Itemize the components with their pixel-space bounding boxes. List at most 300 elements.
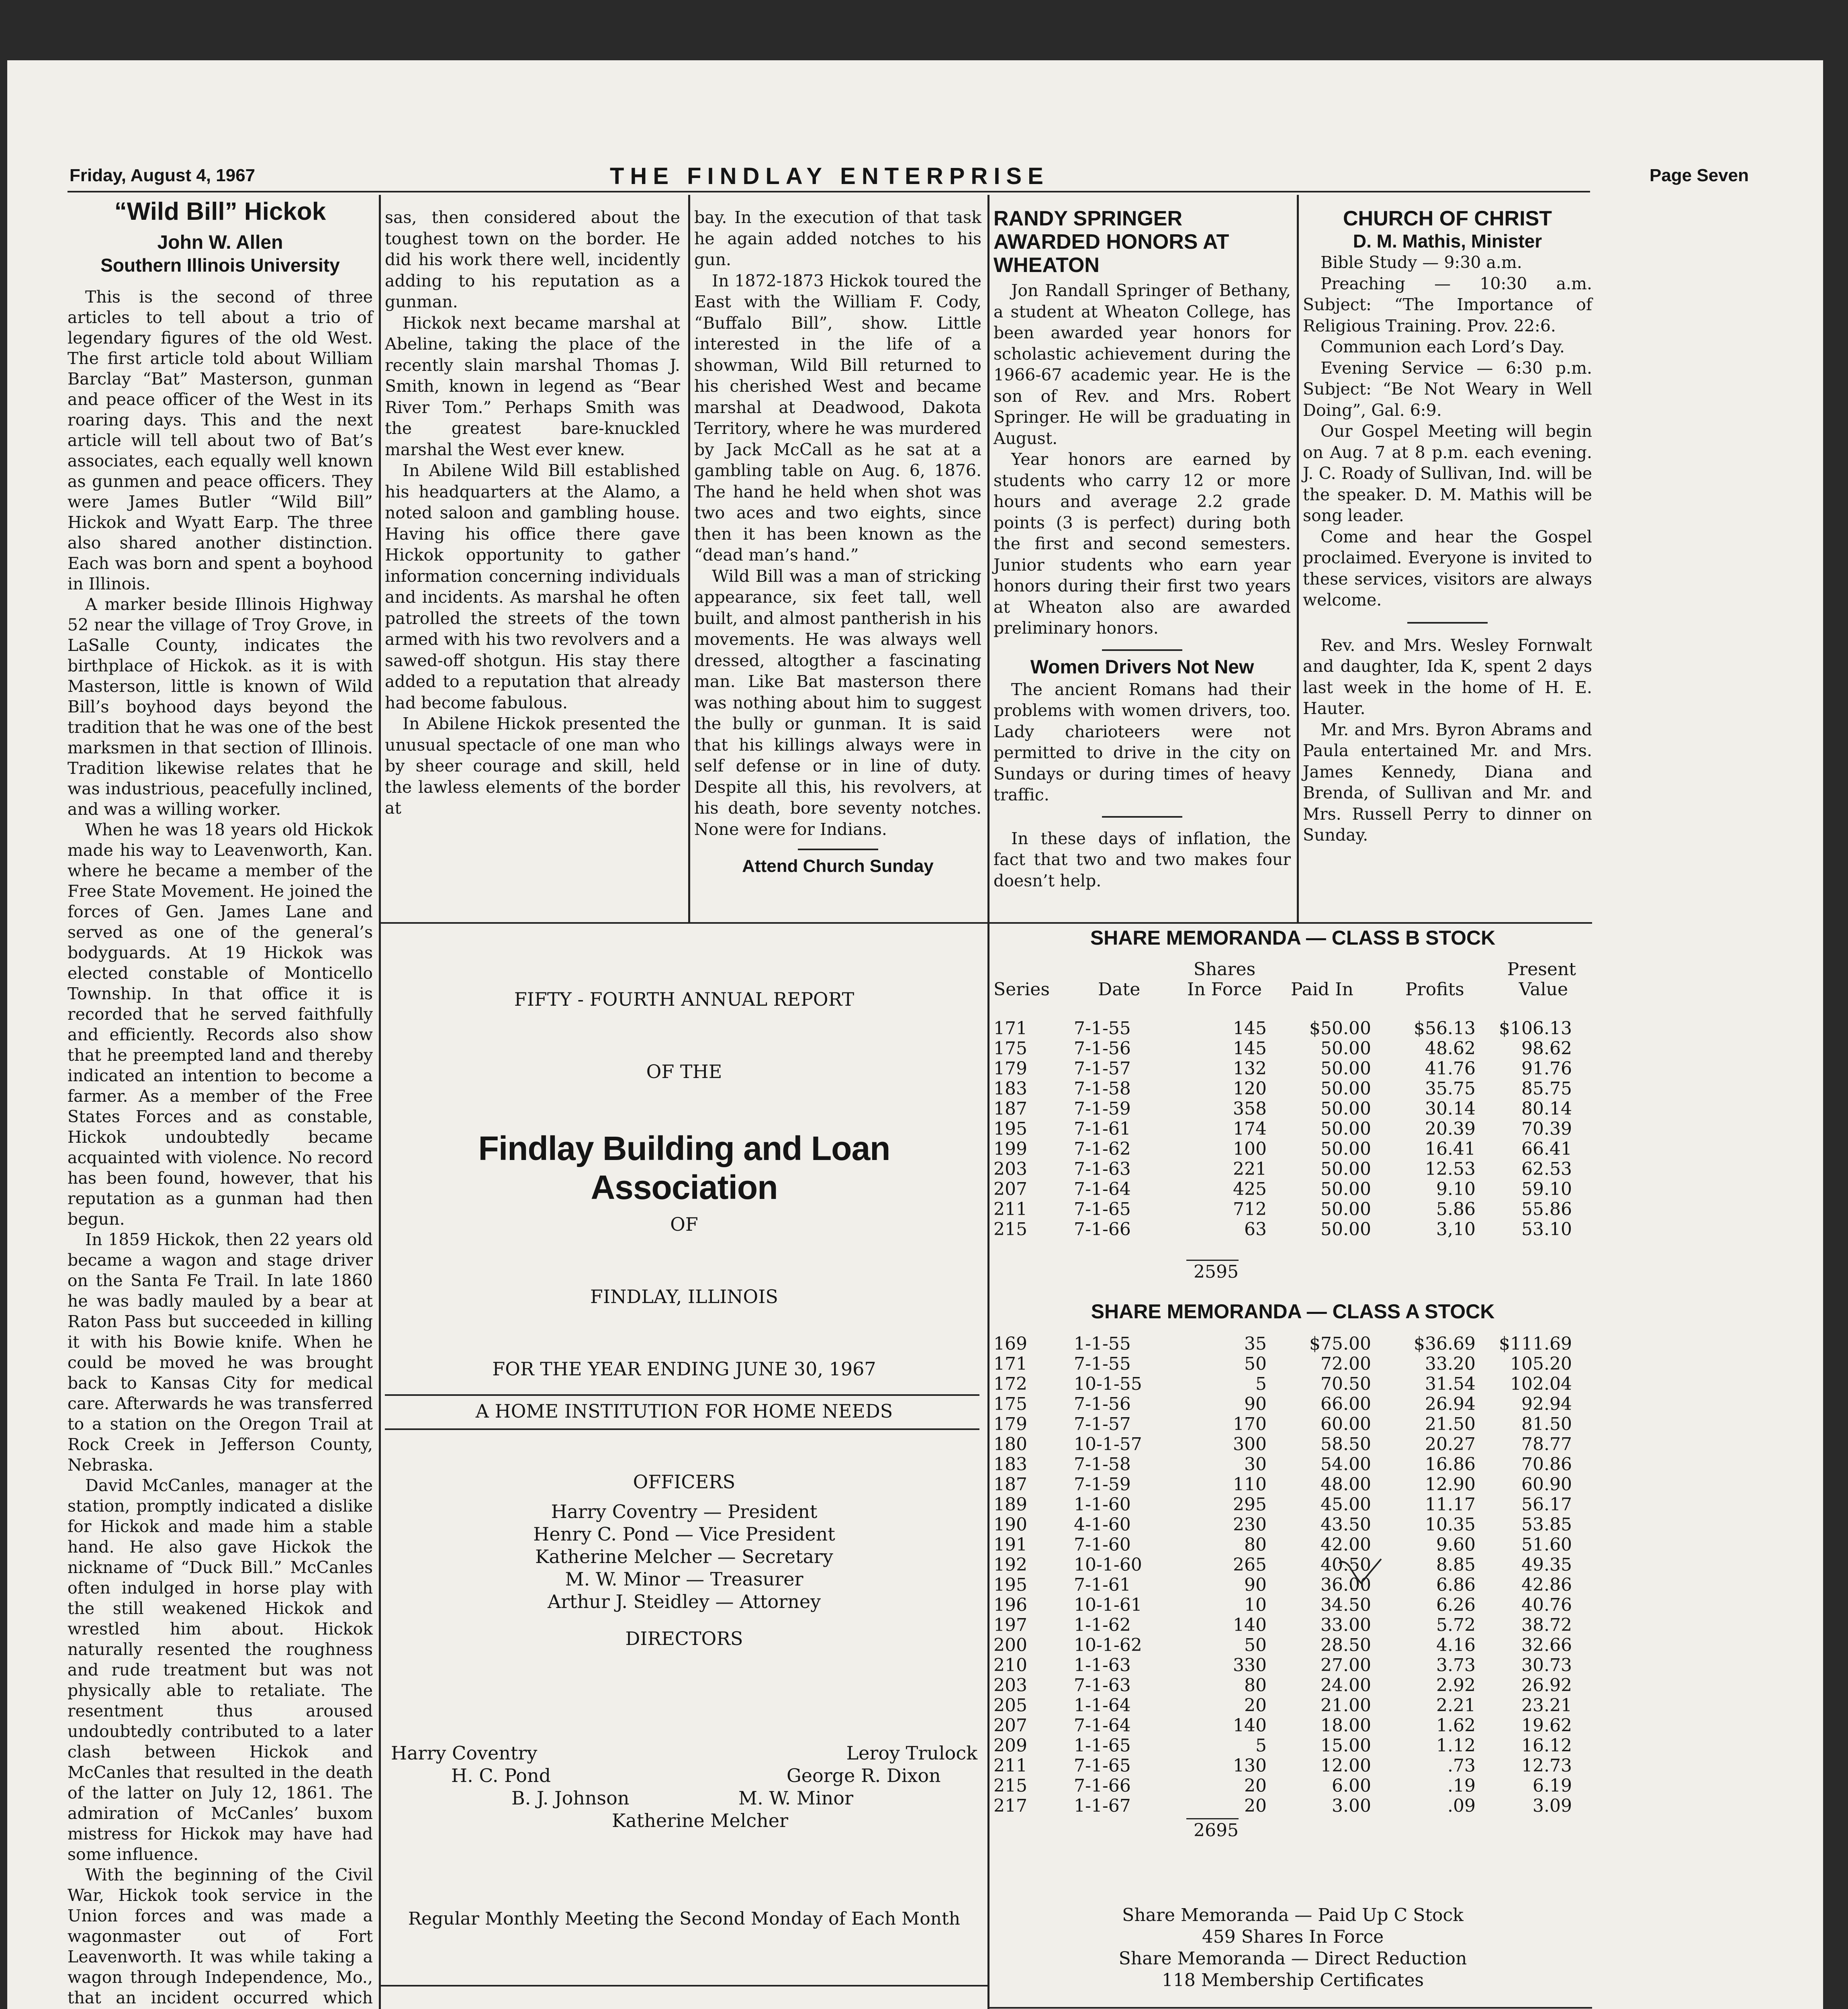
paragraph: Come and hear the Gospel proclaimed. Everyone is invited to these services, visitors are always welcome. [1303, 527, 1592, 610]
table-cell: 50.00 [1321, 1038, 1371, 1059]
officer: Harry Coventry — President [551, 1501, 818, 1522]
table-cell: 50.00 [1321, 1078, 1371, 1099]
table-cell: 1.62 [1436, 1715, 1476, 1736]
table-cell: 80.14 [1521, 1099, 1572, 1119]
directors-list [391, 1742, 977, 1838]
table-cell: 9.10 [1436, 1179, 1476, 1199]
table-cell: 7-1-57 [1074, 1058, 1131, 1079]
table-cell: 1-1-63 [1074, 1655, 1131, 1676]
table-cell: 30.73 [1521, 1655, 1572, 1676]
table-cell: 51.60 [1521, 1534, 1572, 1555]
paragraph: Our Gospel Meeting will begin on Aug. 7 at 8 p.m. each evening. J. C. Roady of Sullivan, Ind. will be the speaker. D. M. Mathis will be song leader. [1303, 421, 1592, 525]
director: Harry Coventry [391, 1742, 538, 1764]
table-cell: 33.00 [1321, 1615, 1371, 1635]
table-cell: 50.00 [1321, 1159, 1371, 1179]
masthead-rule [67, 191, 1590, 192]
table-cell: 196 [994, 1595, 1027, 1615]
handwritten-check-mark [1337, 1555, 1385, 1587]
table-cell: 199 [994, 1139, 1027, 1159]
table-cell: 170 [1233, 1414, 1267, 1434]
table-cell: 62.53 [1521, 1159, 1572, 1179]
table-cell: 35 [1244, 1334, 1267, 1354]
table-cell: 207 [994, 1715, 1027, 1736]
table-cell: 50.00 [1321, 1199, 1371, 1219]
springer-article [994, 207, 1291, 891]
table-cell: 7-1-65 [1074, 1199, 1131, 1219]
table-cell: 183 [994, 1078, 1027, 1099]
col-header: Series [994, 979, 1050, 1000]
table-cell: 7-1-66 [1074, 1219, 1131, 1240]
col-header: Paid In [1291, 979, 1353, 1000]
table-cell: .19 [1447, 1776, 1476, 1796]
table-cell: 7-1-58 [1074, 1454, 1131, 1475]
motto: A HOME INSTITUTION FOR HOME NEEDS [475, 1400, 893, 1422]
table-cell: 7-1-61 [1074, 1119, 1131, 1139]
table-cell: 1.12 [1436, 1735, 1476, 1756]
table-cell: $75.00 [1309, 1334, 1371, 1354]
class-b-table [994, 1019, 1592, 1260]
col-header: Present [1507, 959, 1576, 980]
director: H. C. Pond [451, 1765, 551, 1786]
table-cell: 48.00 [1321, 1474, 1371, 1495]
table-cell: 7-1-64 [1074, 1179, 1131, 1199]
table-cell: 10-1-60 [1074, 1555, 1142, 1575]
table-cell: 36.00 [1321, 1575, 1371, 1595]
table-cell: 110 [1233, 1474, 1267, 1495]
article-author: John W. Allen [157, 232, 283, 253]
table-cell: 209 [994, 1735, 1027, 1756]
report-line: FOR THE YEAR ENDING JUNE 30, 1967 [492, 1358, 876, 1380]
paragraph: Wild Bill was a man of stricking appearance, six feet tall, well built, and almost pantherish in his movements. He was always well dressed, altogther a fascinating man. Like Bat masterson there was nothing about him to suggest the bully or gunman. It is said that his killings always were in self defense or in line of duty. Despite all this, his revolvers, at his death, bore seventy notches. None were for Indians. [694, 566, 981, 839]
table-cell: 10-1-61 [1074, 1595, 1142, 1615]
table-cell: 70.86 [1521, 1454, 1572, 1475]
springer-title: RANDY SPRINGER AWARDED HONORS AT WHEATON [994, 207, 1229, 277]
table-cell: 2.21 [1436, 1695, 1476, 1716]
table-cell: .09 [1447, 1796, 1476, 1816]
column-rule [987, 195, 989, 2009]
paragraph: With the beginning of the Civil War, Hickok took service in the Union forces and was made a wagonmaster out of Fort Leavenworth. It was while taking a wagon through Independence, Mo., that an incident occurred which [67, 1865, 373, 2007]
paragraph: Bible Study — 9:30 a.m. [1321, 253, 1522, 272]
memo-line: 459 Shares In Force [1202, 1927, 1384, 1947]
table-cell: 16.12 [1521, 1735, 1572, 1756]
report-line: OF THE [646, 1061, 722, 1082]
table-cell: 179 [994, 1058, 1027, 1079]
paragraph: bay. In the execution of that task he again added notches to his gun. [694, 208, 981, 269]
table-cell: 38.72 [1521, 1615, 1572, 1635]
table-cell: 55.86 [1521, 1199, 1572, 1219]
director: Leroy Trulock [846, 1742, 977, 1764]
table-cell: 53.10 [1521, 1219, 1572, 1240]
table-cell: 187 [994, 1474, 1027, 1495]
table-cell: 179 [994, 1414, 1027, 1434]
director: M. W. Minor [738, 1787, 853, 1809]
table-cell: 30 [1244, 1454, 1267, 1475]
table-cell: 27.00 [1321, 1655, 1371, 1676]
table-cell: 205 [994, 1695, 1027, 1716]
table-cell: 32.66 [1521, 1635, 1572, 1655]
table-cell: 5.86 [1436, 1199, 1476, 1219]
table-cell: 190 [994, 1514, 1027, 1535]
table-cell: 7-1-63 [1074, 1159, 1131, 1179]
table-cell: 7-1-64 [1074, 1715, 1131, 1736]
table-cell: 42.00 [1321, 1534, 1371, 1555]
table-cell: 53.85 [1521, 1514, 1572, 1535]
table-cell: 50.00 [1321, 1119, 1371, 1139]
table-cell: 7-1-62 [1074, 1139, 1131, 1159]
officer: Henry C. Pond — Vice President [533, 1523, 835, 1545]
paragraph: In 1872-1873 Hickok toured the East with the William F. Cody, “Buffalo Bill”, show. Little interested in the life of a showman, Wild Bill returned to his cherished West and became marshal at Deadwood, Dakota Territory, where he was murdered by Jack McCall as he sat at a gambling table on Aug. 6, 1876. The hand he held when shot was two aces and two eights, since then it has been known as the “dead man’s hand.” [694, 271, 981, 565]
table-cell: 45.00 [1321, 1494, 1371, 1515]
table-cell: 358 [1233, 1099, 1267, 1119]
table-cell: 230 [1233, 1514, 1267, 1535]
table-cell: 130 [1233, 1755, 1267, 1776]
paragraph: In Abilene Wild Bill established his headquarters at the Alamo, a noted saloon and gambling house. Having his office there gave Hickok opportunity to gather information concerning individuals and incidents. As marshal he often patrolled the streets of the town armed with his two revolvers and a sawed-off shotgun. His stay there added to a reputation that already had become fabulous. [385, 461, 680, 712]
table-cell: 1-1-64 [1074, 1695, 1131, 1716]
section-rule [381, 1985, 987, 1986]
table-cell: 54.00 [1321, 1454, 1371, 1475]
table-cell: 59.10 [1521, 1179, 1572, 1199]
report-line: FIFTY - FOURTH ANNUAL REPORT [514, 988, 854, 1010]
paragraph: sas, then considered about the toughest town on the border. He did his work there well, incidently adding to his reputation as a gunman. [385, 208, 680, 311]
table-cell: 41.76 [1425, 1058, 1476, 1079]
officer: Katherine Melcher — Secretary [535, 1546, 833, 1567]
officer: Arthur J. Steidley — Attorney [547, 1591, 821, 1612]
table-cell: 210 [994, 1655, 1027, 1676]
table-cell: 40.76 [1521, 1595, 1572, 1615]
church-notice [1303, 207, 1592, 846]
table-cell: 34.50 [1321, 1595, 1371, 1615]
divider [798, 849, 878, 850]
table-cell: 60.90 [1521, 1474, 1572, 1495]
table-cell: 85.75 [1521, 1078, 1572, 1099]
director: B. J. Johnson [511, 1787, 630, 1809]
table-cell: 425 [1233, 1179, 1267, 1199]
table-cell: 12.90 [1425, 1474, 1476, 1495]
table-cell: 187 [994, 1099, 1027, 1119]
class-b-title: SHARE MEMORANDA — CLASS B STOCK [1090, 927, 1496, 949]
association-name: Findlay Building and Loan Association [478, 1129, 890, 1206]
table-cell: 4.16 [1436, 1635, 1476, 1655]
paragraph: Mr. and Mrs. Byron Abrams and Paula entertained Mr. and Mrs. James Kennedy, Diana and Brenda, of Sullivan and Mr. and Mrs. Russell Perry to dinner on Sunday. [1303, 720, 1592, 845]
table-cell: 80 [1244, 1675, 1267, 1696]
table-cell: 300 [1233, 1434, 1267, 1455]
table-cell: 3.00 [1332, 1796, 1371, 1816]
table-cell: 50.00 [1321, 1139, 1371, 1159]
table-cell: 20 [1244, 1796, 1267, 1816]
table-cell: 1-1-62 [1074, 1615, 1131, 1635]
class-a-notes [994, 1905, 1592, 1991]
table-cell: 5.72 [1436, 1615, 1476, 1635]
table-cell: 145 [1233, 1018, 1267, 1039]
paragraph: Year honors are earned by students who carry 12 or more hours and average 2.2 grade points (3 is perfect) during both the first and second semesters. Junior students who earn year honors during their first two years at Wheaton also are awarded preliminary honors. [994, 450, 1291, 638]
women-drivers-title: Women Drivers Not New [1030, 656, 1254, 678]
table-cell: 63 [1244, 1219, 1267, 1240]
table-cell: 21.50 [1425, 1414, 1476, 1434]
table-cell: 7-1-60 [1074, 1534, 1131, 1555]
table-cell: 18.00 [1321, 1715, 1371, 1736]
table-cell: 21.00 [1321, 1695, 1371, 1716]
section-rule [385, 1394, 979, 1396]
table-cell: 7-1-56 [1074, 1038, 1131, 1059]
director: Katherine Melcher [612, 1810, 788, 1831]
class-a-title: SHARE MEMORANDA — CLASS A STOCK [1091, 1300, 1495, 1323]
table-cell: 10.35 [1425, 1514, 1476, 1535]
paragraph: Evening Service — 6:30 p.m. Subject: “Be Not Weary in Well Doing”, Gal. 6:9. [1303, 358, 1592, 420]
table-cell: 7-1-58 [1074, 1078, 1131, 1099]
table-cell: 70.50 [1321, 1374, 1371, 1394]
table-cell: 60.00 [1321, 1414, 1371, 1434]
table-cell: 90 [1244, 1394, 1267, 1414]
table-cell: 7-1-55 [1074, 1354, 1131, 1374]
memo-line: Share Memoranda — Direct Reduction [1118, 1948, 1467, 1969]
table-cell: 11.17 [1425, 1494, 1476, 1515]
table-cell: 7-1-59 [1074, 1474, 1131, 1495]
divider [1102, 816, 1182, 818]
table-cell: 15.00 [1321, 1735, 1371, 1756]
article-title: “Wild Bill” Hickok [114, 198, 326, 225]
table-cell: 50 [1244, 1354, 1267, 1374]
table-cell: 330 [1233, 1655, 1267, 1676]
table-cell: 26.94 [1425, 1394, 1476, 1414]
table-cell: 50.00 [1321, 1219, 1371, 1240]
class-a-table [994, 1334, 1592, 1840]
table-cell: 6.86 [1436, 1575, 1476, 1595]
table-cell: 98.62 [1521, 1038, 1572, 1059]
table-cell: 40.50 [1321, 1555, 1371, 1575]
class-a-total: 2695 [1194, 1820, 1239, 1841]
col-header: Profits [1405, 979, 1464, 1000]
col-header: Value [1519, 979, 1568, 1000]
col-header: In Force [1187, 979, 1262, 1000]
officers-block [385, 1471, 983, 1650]
table-cell: 195 [994, 1119, 1027, 1139]
table-cell: 203 [994, 1159, 1027, 1179]
table-cell: 31.54 [1425, 1374, 1476, 1394]
table-cell: 72.00 [1321, 1354, 1371, 1374]
hickok-body-col2 [385, 207, 680, 819]
table-cell: 195 [994, 1575, 1027, 1595]
paragraph: When he was 18 years old Hickok made his way to Leavenworth, Kan. where he became a member of the Free State Movement. He joined the forces of Gen. James Lane and served as one of the general’s bodyguards. At 19 Hickok was elected constable of Monticello Township. In that office it is recorded that he served faithfully and efficiently. Records also show that he preempted land and thereby indicated an intention to become a farmer. As a member of the Free States Forces and as constable, Hickok undoubtedly became acquainted with violence. No record has been found, however, that his reputation as a gunman had then begun. [67, 820, 373, 1229]
table-cell: .73 [1447, 1755, 1476, 1776]
table-cell: 2.92 [1436, 1675, 1476, 1696]
table-cell: 43.50 [1321, 1514, 1371, 1535]
table-cell: 183 [994, 1454, 1027, 1475]
table-cell: 200 [994, 1635, 1027, 1655]
table-cell: 16.41 [1425, 1139, 1476, 1159]
paragraph: Communion each Lord’s Day. [1321, 337, 1565, 356]
table-cell: 6.00 [1332, 1776, 1371, 1796]
table-cell: 26.92 [1521, 1675, 1572, 1696]
table-cell: 3,10 [1436, 1219, 1476, 1240]
page-number: Page Seven [1649, 166, 1749, 185]
table-cell: 50.00 [1321, 1179, 1371, 1199]
table-cell: 4-1-60 [1074, 1514, 1131, 1535]
paragraph: David McCanles, manager at the station, promptly indicated a dislike for Hickok and made him a stable hand. He also gave Hickok the nickname of “Duck Bill.” McCanles often indulged in horse play with the still weakened Hickok and wrestled him about. Hickok naturally resented the roughness and rude treatment but was not physically able to retaliate. The resentment thus aroused undoubtedly contributed to a later clash between Hickok and McCanles that resulted in the death of the latter on July 12, 1861. The admiration of McCanles’ buxom mistress for Hickok may have had some influence. [67, 1476, 373, 1864]
church-minister: D. M. Mathis, Minister [1353, 231, 1542, 252]
table-cell: 174 [1233, 1119, 1267, 1139]
hickok-body-col1 [67, 287, 373, 2009]
table-cell: 58.50 [1321, 1434, 1371, 1455]
table-cell: 203 [994, 1675, 1027, 1696]
table-cell: 175 [994, 1038, 1027, 1059]
paragraph: The ancient Romans had their problems with women drivers, too. Lady charioteers were not permitted to drive in the city on Sundays or during times of heavy traffic. [994, 679, 1291, 804]
sum-rule [1186, 1260, 1239, 1261]
table-cell: 66.00 [1321, 1394, 1371, 1414]
table-cell: 80 [1244, 1534, 1267, 1555]
table-cell: 9.60 [1436, 1534, 1476, 1555]
table-cell: $36.69 [1414, 1334, 1476, 1354]
table-cell: 50.00 [1321, 1099, 1371, 1119]
memo-line: 118 Membership Certificates [1161, 1970, 1424, 1991]
table-cell: 192 [994, 1555, 1027, 1575]
table-cell: 140 [1233, 1715, 1267, 1736]
table-cell: 7-1-56 [1074, 1394, 1131, 1414]
table-cell: 1-1-67 [1074, 1796, 1131, 1816]
table-cell: 169 [994, 1334, 1027, 1354]
table-cell: 48.62 [1425, 1038, 1476, 1059]
table-cell: 16.86 [1425, 1454, 1476, 1475]
table-cell: 12.73 [1521, 1755, 1572, 1776]
table-cell: 24.00 [1321, 1675, 1371, 1696]
table-cell: 712 [1233, 1199, 1267, 1219]
table-cell: 70.39 [1521, 1119, 1572, 1139]
table-cell: 102.04 [1510, 1374, 1572, 1394]
col-header: Date [1098, 979, 1141, 1000]
table-cell: 7-1-63 [1074, 1675, 1131, 1696]
table-cell: 10-1-62 [1074, 1635, 1142, 1655]
table-cell: 221 [1233, 1159, 1267, 1179]
table-cell: 6.19 [1533, 1776, 1572, 1796]
table-cell: 189 [994, 1494, 1027, 1515]
table-cell: 12.53 [1425, 1159, 1476, 1179]
table-cell: 7-1-59 [1074, 1099, 1131, 1119]
paragraph: Preaching — 10:30 a.m. Subject: “The Importance of Religious Training. Prov. 22:6. [1303, 274, 1592, 336]
table-cell: 207 [994, 1179, 1027, 1199]
officer: M. W. Minor — Treasurer [565, 1568, 803, 1590]
table-cell: 171 [994, 1018, 1027, 1039]
section-rule [381, 922, 1592, 924]
paragraph: In 1859 Hickok, then 22 years old became a wagon and stage driver on the Santa Fe Trail. In late 1860 he was badly mauled by a bear at Raton Pass but succeeded in killing it with his Bowie knife. When he could be moved he was brought back to Kansas City for medical care. Afterwards he was transferred to a station on the Oregon Trail at Rock Creek in Jefferson County, Nebraska. [67, 1230, 373, 1475]
table-cell: 7-1-55 [1074, 1018, 1131, 1039]
table-cell: 100 [1233, 1139, 1267, 1159]
table-cell: 5 [1255, 1374, 1267, 1394]
table-cell: 50.00 [1321, 1058, 1371, 1079]
section-rule [385, 1428, 979, 1430]
table-cell: 66.41 [1521, 1139, 1572, 1159]
table-cell: 49.35 [1521, 1555, 1572, 1575]
table-cell: 42.86 [1521, 1575, 1572, 1595]
paragraph: In Abilene Hickok presented the unusual spectacle of one man who by sheer courage and skill, held the lawless elements of the border at [385, 714, 680, 818]
table-cell: 7-1-57 [1074, 1414, 1131, 1434]
class-b-headers [994, 956, 1592, 1023]
paper-name: THE FINDLAY ENTERPRISE [610, 163, 1049, 189]
table-cell: 191 [994, 1534, 1027, 1555]
divider [1102, 649, 1182, 651]
table-cell: 1-1-65 [1074, 1735, 1131, 1756]
table-cell: 7-1-66 [1074, 1776, 1131, 1796]
table-cell: 28.50 [1321, 1635, 1371, 1655]
table-cell: 50 [1244, 1635, 1267, 1655]
column-rule [688, 195, 690, 922]
table-cell: 10 [1244, 1595, 1267, 1615]
table-cell: 172 [994, 1374, 1027, 1394]
table-cell: 120 [1233, 1078, 1267, 1099]
table-cell: $50.00 [1309, 1018, 1371, 1039]
director: George R. Dixon [787, 1765, 941, 1786]
table-cell: 78.77 [1521, 1434, 1572, 1455]
newspaper-page [7, 60, 1823, 2009]
table-cell: 19.62 [1521, 1715, 1572, 1736]
hickok-article [67, 197, 373, 2009]
table-cell: 197 [994, 1615, 1027, 1635]
column-rule [1297, 195, 1299, 922]
table-cell: 132 [1233, 1058, 1267, 1079]
hickok-body-col3 [694, 207, 981, 877]
paragraph: This is the second of three articles to tell about a trio of legendary figures of the old West. The first article told about William Barclay “Bat” Masterson, gunman and peace officer of the West in its roaring days. This and the next article will tell about two of Bat’s associates, each equally well known as gunmen and peace officers. They were James Butler “Wild Bill” Hickok and Wyatt Earp. The three also shared another distinction. Each was born and spent a boyhood in Illinois. [67, 287, 373, 593]
paragraph: In these days of inflation, the fact that two and two makes four doesn’t help. [994, 829, 1291, 890]
table-cell: 215 [994, 1219, 1027, 1240]
table-cell: 1-1-55 [1074, 1334, 1131, 1354]
paragraph: Jon Randall Springer of Bethany, a student at Wheaton College, has been awarded year honors for scholastic achievement during the 1966-67 academic year. He is the son of Rev. and Mrs. Robert Springer. He will be graduating in August. [994, 281, 1291, 448]
table-cell: 30.14 [1425, 1099, 1476, 1119]
report-line: OF [670, 1213, 698, 1235]
report-line: FINDLAY, ILLINOIS [590, 1286, 778, 1307]
table-cell: 20 [1244, 1776, 1267, 1796]
meeting-notice: Regular Monthly Meeting the Second Monday of Each Month [408, 1909, 961, 1929]
table-cell: $111.69 [1499, 1334, 1572, 1354]
section-rule [989, 2007, 1592, 2009]
memo-line: Share Memoranda — Paid Up C Stock [1122, 1905, 1464, 1925]
table-cell: 20.39 [1425, 1119, 1476, 1139]
table-cell: 180 [994, 1434, 1027, 1455]
table-cell: 171 [994, 1354, 1027, 1374]
attend-church-notice: Attend Church Sunday [742, 856, 934, 876]
table-cell: 265 [1233, 1555, 1267, 1575]
column-rule [379, 195, 381, 2009]
table-cell: 23.21 [1521, 1695, 1572, 1716]
table-cell: 56.17 [1521, 1494, 1572, 1515]
issue-date: Friday, August 4, 1967 [70, 166, 256, 185]
table-cell: 33.20 [1425, 1354, 1476, 1374]
table-cell: 92.94 [1521, 1394, 1572, 1414]
table-cell: $56.13 [1414, 1018, 1476, 1039]
table-cell: 81.50 [1521, 1414, 1572, 1434]
col-header: Shares [1193, 959, 1256, 980]
church-title: CHURCH OF CHRIST [1343, 207, 1552, 230]
table-cell: 211 [994, 1755, 1027, 1776]
table-cell: 12.00 [1321, 1755, 1371, 1776]
table-cell: 140 [1233, 1615, 1267, 1635]
table-cell: 20.27 [1425, 1434, 1476, 1455]
table-cell: 5 [1255, 1735, 1267, 1756]
table-cell: 7-1-65 [1074, 1755, 1131, 1776]
paragraph: A marker beside Illinois Highway 52 near the village of Troy Grove, in LaSalle County, indicates the birthplace of Hickok. as it is with Masterson, little is known of Wild Bill’s boyhood days beyond the tradition that he was one of the best marksmen in that section of Illinois. Tradition likewise relates that he was industrious, peacefully inclined, and was a willing worker. [67, 595, 373, 819]
table-cell: 90 [1244, 1575, 1267, 1595]
table-cell: 10-1-57 [1074, 1434, 1142, 1455]
class-b-total: 2595 [1194, 1262, 1239, 1282]
table-cell: 295 [1233, 1494, 1267, 1515]
table-cell: 215 [994, 1776, 1027, 1796]
paragraph: Hickok next became marshal at Abeline, taking the place of the recently slain marshal Thomas J. Smith, known in legend as “Bear River Tom.” Perhaps Smith was the greatest bare-knuckled marshal the West ever knew. [385, 313, 680, 459]
divider [1407, 622, 1488, 624]
table-cell: 35.75 [1425, 1078, 1476, 1099]
paragraph: Rev. and Mrs. Wesley Fornwalt and daughter, Ida K, spent 2 days last week in the home of H. E. Hauter. [1303, 635, 1592, 718]
directors-title: DIRECTORS [625, 1628, 743, 1649]
table-cell: 20 [1244, 1695, 1267, 1716]
table-cell: 105.20 [1510, 1354, 1572, 1374]
table-cell: 91.76 [1521, 1058, 1572, 1079]
officers-title: OFFICERS [633, 1471, 736, 1493]
